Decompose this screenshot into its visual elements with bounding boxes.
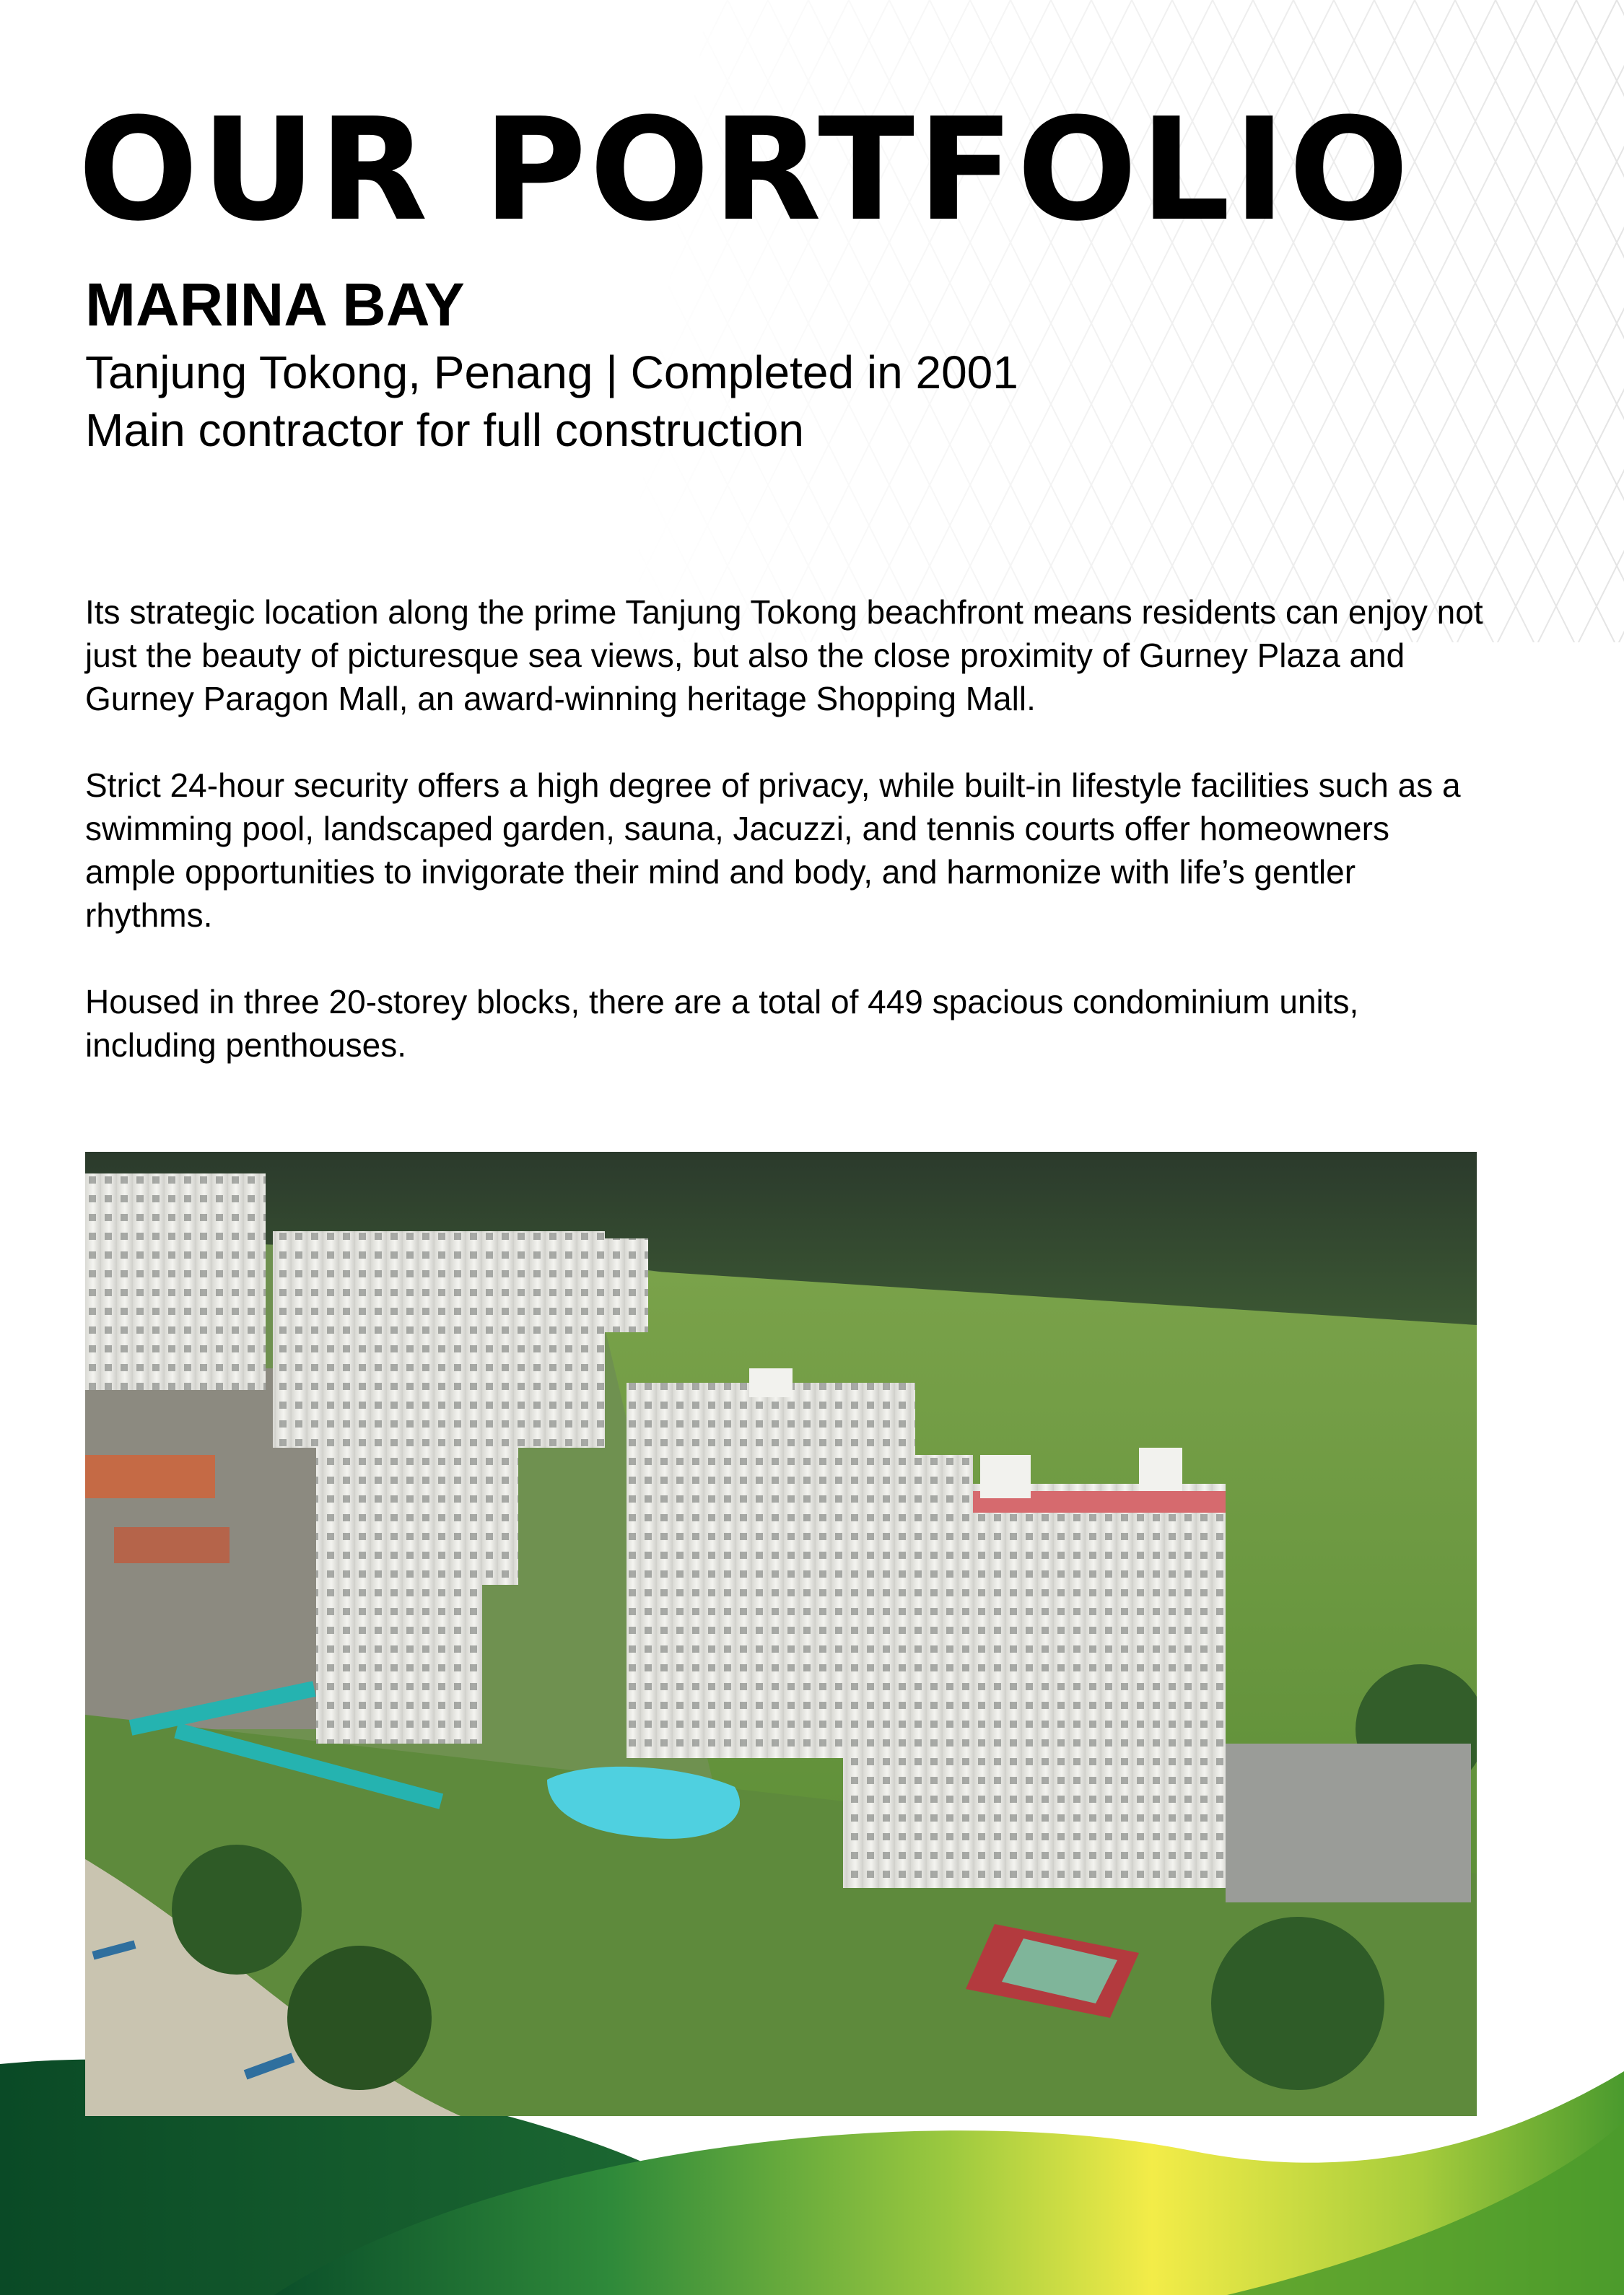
project-name: MARINA BAY [85, 271, 465, 338]
page-title: OUR PORTFOLIO [78, 88, 1412, 253]
project-role: Main contractor for full construction [85, 404, 804, 456]
project-description [85, 590, 1485, 1110]
marina-bay-aerial-photo [85, 1152, 1477, 2116]
description-paragraph-units: Housed in three 20-storey blocks, there are a total of 449 spacious condominium units, including penthouses. [85, 983, 1359, 1064]
project-location: Tanjung Tokong, Penang | Completed in 2001 [85, 346, 1018, 398]
description-paragraph-facilities: Strict 24-hour security offers a high degree of privacy, while built-in lifestyle facilities such as a swimming pool, landscaped garden, sauna, Jacuzzi, and tennis courts offer homeowners ample opportunities to invigorate their mind and body, and harmonize with life’s gentler rhythms. [85, 766, 1461, 934]
description-paragraph-location: Its strategic location along the prime Tanjung Tokong beachfront means residents can enjoy not just the beauty of picturesque sea views, but also the close proximity of Gurney Plaza and Gurney Paragon Mall, an award-winning heritage Shopping Mall. [85, 593, 1483, 717]
